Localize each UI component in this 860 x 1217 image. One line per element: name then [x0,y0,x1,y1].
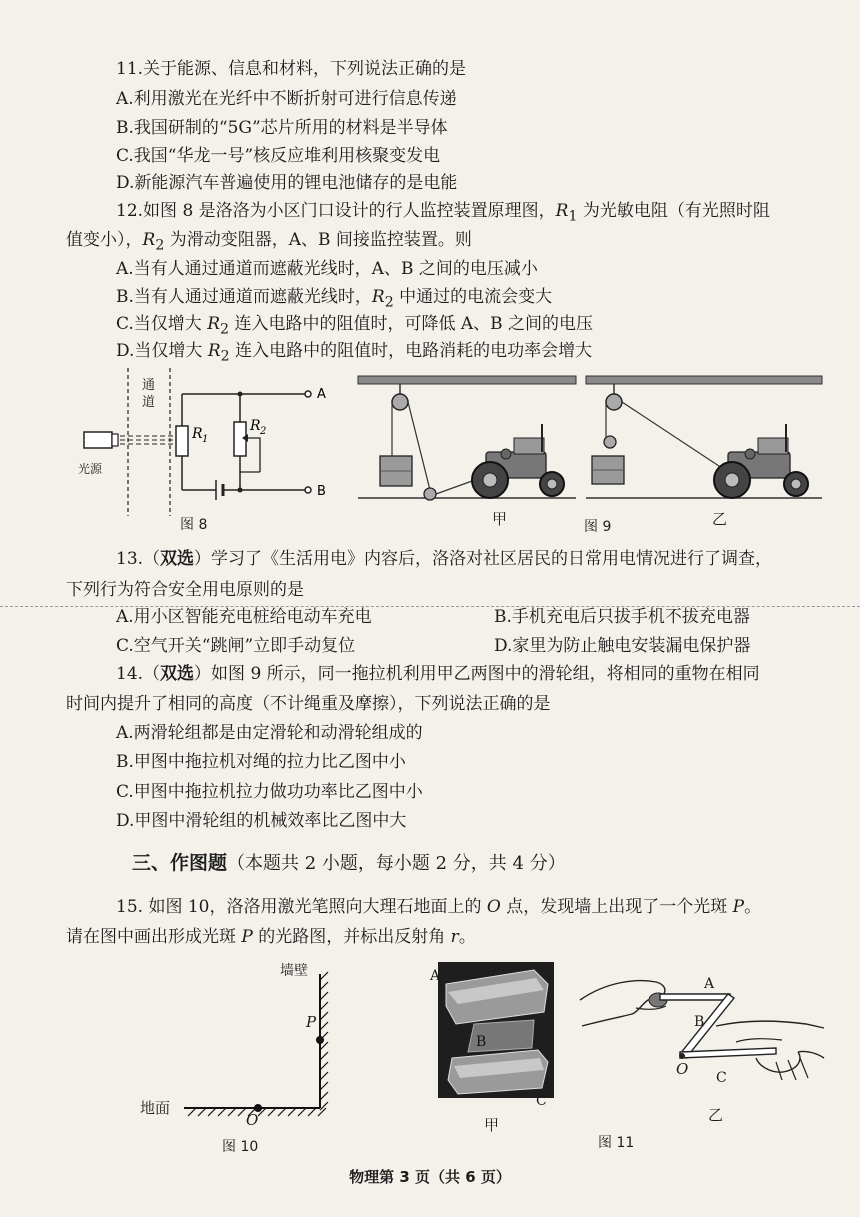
q13-option-c: C.空气开关“跳闸”立即手动复位 [116,636,356,656]
q15-line2-p: P [241,927,253,947]
q11-option-b: B.我国研制的“5G”芯片所用的材料是半导体 [116,118,448,138]
q13-stem1b: ）学习了《生活用电》内容后，洛洛对社区居民的日常用电情况进行了调查， [194,549,773,569]
fig11-yi-c: C [716,1070,727,1086]
q12-stem2b: 为滑动变阻器，A、B 间接监控装置。则 [164,230,472,250]
q11-stem: 11.关于能源、信息和材料，下列说法正确的是 [116,59,467,79]
fig10-o-label: O [246,1111,259,1129]
fig8-label-a: A [317,387,326,402]
q13-stem-line1 [116,548,772,570]
q12-b-b: 中通过的电流会变大 [393,287,553,307]
q15-line1a: 15. 如图 10，洛洛用激光笔照向大理石地面上的 [116,897,487,917]
q15-o: O [486,897,501,917]
q14-tag: 双选 [160,664,195,684]
q14-option-b: B.甲图中拖拉机对绳的拉力比乙图中小 [116,752,406,772]
fig8-light-label: 光源 [78,462,103,476]
q14-option-d: D.甲图中滑轮组的机械效率比乙图中大 [116,811,407,831]
q13-option-a: A.用小区智能充电桩给电动车充电 [116,607,372,627]
page-footer: 物理第 3 页（共 6 页） [349,1168,511,1186]
q12-c-sub: 2 [220,321,230,338]
fig8-r1: R [192,426,203,442]
fig11-yi-o: O [676,1060,689,1078]
section-3-title: 三、作图题 [132,852,228,874]
fig8-caption: 图 8 [180,517,208,533]
figure-9-pulleys [356,372,826,518]
q13-option-b: B.手机充电后只拔手机不拔充电器 [494,607,750,627]
figure-11-photo [438,962,554,1098]
fig10-caption: 图 10 [222,1139,259,1155]
q12-b-r: R [371,287,385,307]
q12-c-r: R [207,314,221,334]
fig9-label-jia: 甲 [492,510,508,528]
fig11-jia-c: C [536,1093,547,1109]
q15-r: r [450,927,459,947]
fig9-caption: 图 9 [584,519,612,535]
q15-line1b: 点，发现墙上出现了一个光斑 [500,897,733,917]
q12-d-sub: 2 [220,348,230,365]
q12-r2: R [142,230,156,250]
section-3-subtitle: （本题共 2 小题，每小题 2 分，共 4 分） [227,853,566,874]
fig11-yi-label: 乙 [708,1106,724,1124]
q14-stem1a: 14.（ [116,664,161,684]
q12-b-sub: 2 [384,294,394,311]
q14-stem-line2: 时间内提升了相同的高度（不计绳重及摩擦），下列说法正确的是 [66,694,551,714]
fig10-ground-label: 地面 [140,1099,171,1117]
q13-stem-line2: 下列行为符合安全用电原则的是 [66,580,304,600]
q12-b-a: B.当有人通过通道而遮蔽光线时， [116,287,372,307]
q12-option-c [116,313,593,340]
q12-option-b [116,286,552,313]
fig8-r2-sub: 2 [260,426,267,437]
fig8-label-b: B [317,484,326,499]
fig8-r2: R [250,418,261,434]
q12-d-a: D.当仅增大 [116,341,208,361]
q14-option-a: A.两滑轮组都是由定滑轮和动滑轮组成的 [116,723,423,743]
fig11-yi-a: A [704,976,715,992]
fig11-jia-b: B [476,1034,487,1050]
q13-tag: 双选 [160,549,195,569]
q12-r1: R [555,201,569,221]
figure-10-wall-ground [180,970,350,1120]
q12-d-r: R [207,341,221,361]
q12-stem1a: 12.如图 8 是洛洛为小区门口设计的行人监控装置原理图， [116,201,556,221]
q15-p: P [732,897,745,917]
q12-stem-line1 [116,200,770,227]
fig11-yi-b: B [694,1014,705,1030]
q12-option-a: A.当有人通过通道而遮蔽光线时，A、B 之间的电压减小 [116,259,538,279]
q11-option-d: D.新能源汽车普遍使用的锂电池储存的是电能 [116,173,458,193]
fig10-p-label: P [306,1013,317,1031]
q12-stem2a: 值变小）， [66,230,143,250]
q11-option-c: C.我国“华龙一号”核反应堆利用核聚变发电 [116,146,441,166]
q15-line2b: 的光路图，并标出反射角 [252,927,451,947]
q13-option-d: D.家里为防止触电安装漏电保护器 [494,636,751,656]
fig8-r1-sub: 1 [202,434,209,445]
q12-option-d [116,340,592,367]
fig11-jia-label: 甲 [484,1116,500,1134]
fig11-caption: 图 11 [598,1135,635,1151]
q12-stem-line2 [66,229,472,256]
q12-stem1b: 为光敏电阻（有光照时阻 [577,201,770,221]
q12-r2-sub: 2 [155,237,165,254]
q12-d-b: 连入电路中的阻值时，电路消耗的电功率会增大 [229,341,593,361]
fig10-wall-label: 墙壁 [280,963,308,979]
q15-line1 [116,896,761,918]
q11-option-a: A.利用激光在光纤中不断折射可进行信息传递 [116,89,457,109]
q14-stem-line1 [116,663,760,685]
q12-c-a: C.当仅增大 [116,314,208,334]
fig11-jia-a: A [430,968,441,984]
section-3-heading [132,848,566,875]
fig9-label-yi: 乙 [712,510,728,528]
figure-11-hands-diagram [576,962,826,1102]
q13-stem1a: 13.（ [116,549,161,569]
q15-line2 [66,926,476,948]
q15-line2c: 。 [458,927,476,947]
q14-option-c: C.甲图中拖拉机拉力做功功率比乙图中小 [116,782,423,802]
q12-c-b: 连入电路中的阻值时，可降低 A、B 之间的电压 [229,314,594,334]
q15-line1c: 。 [744,897,762,917]
figure-8-circuit [70,368,350,538]
q12-r1-sub: 1 [568,208,578,225]
fig8-channel-label: 通道 [142,378,156,410]
q14-stem1b: ）如图 9 所示，同一拖拉机利用甲乙两图中的滑轮组，将相同的重物在相同 [194,664,760,684]
q15-line2a: 请在图中画出形成光斑 [66,927,242,947]
